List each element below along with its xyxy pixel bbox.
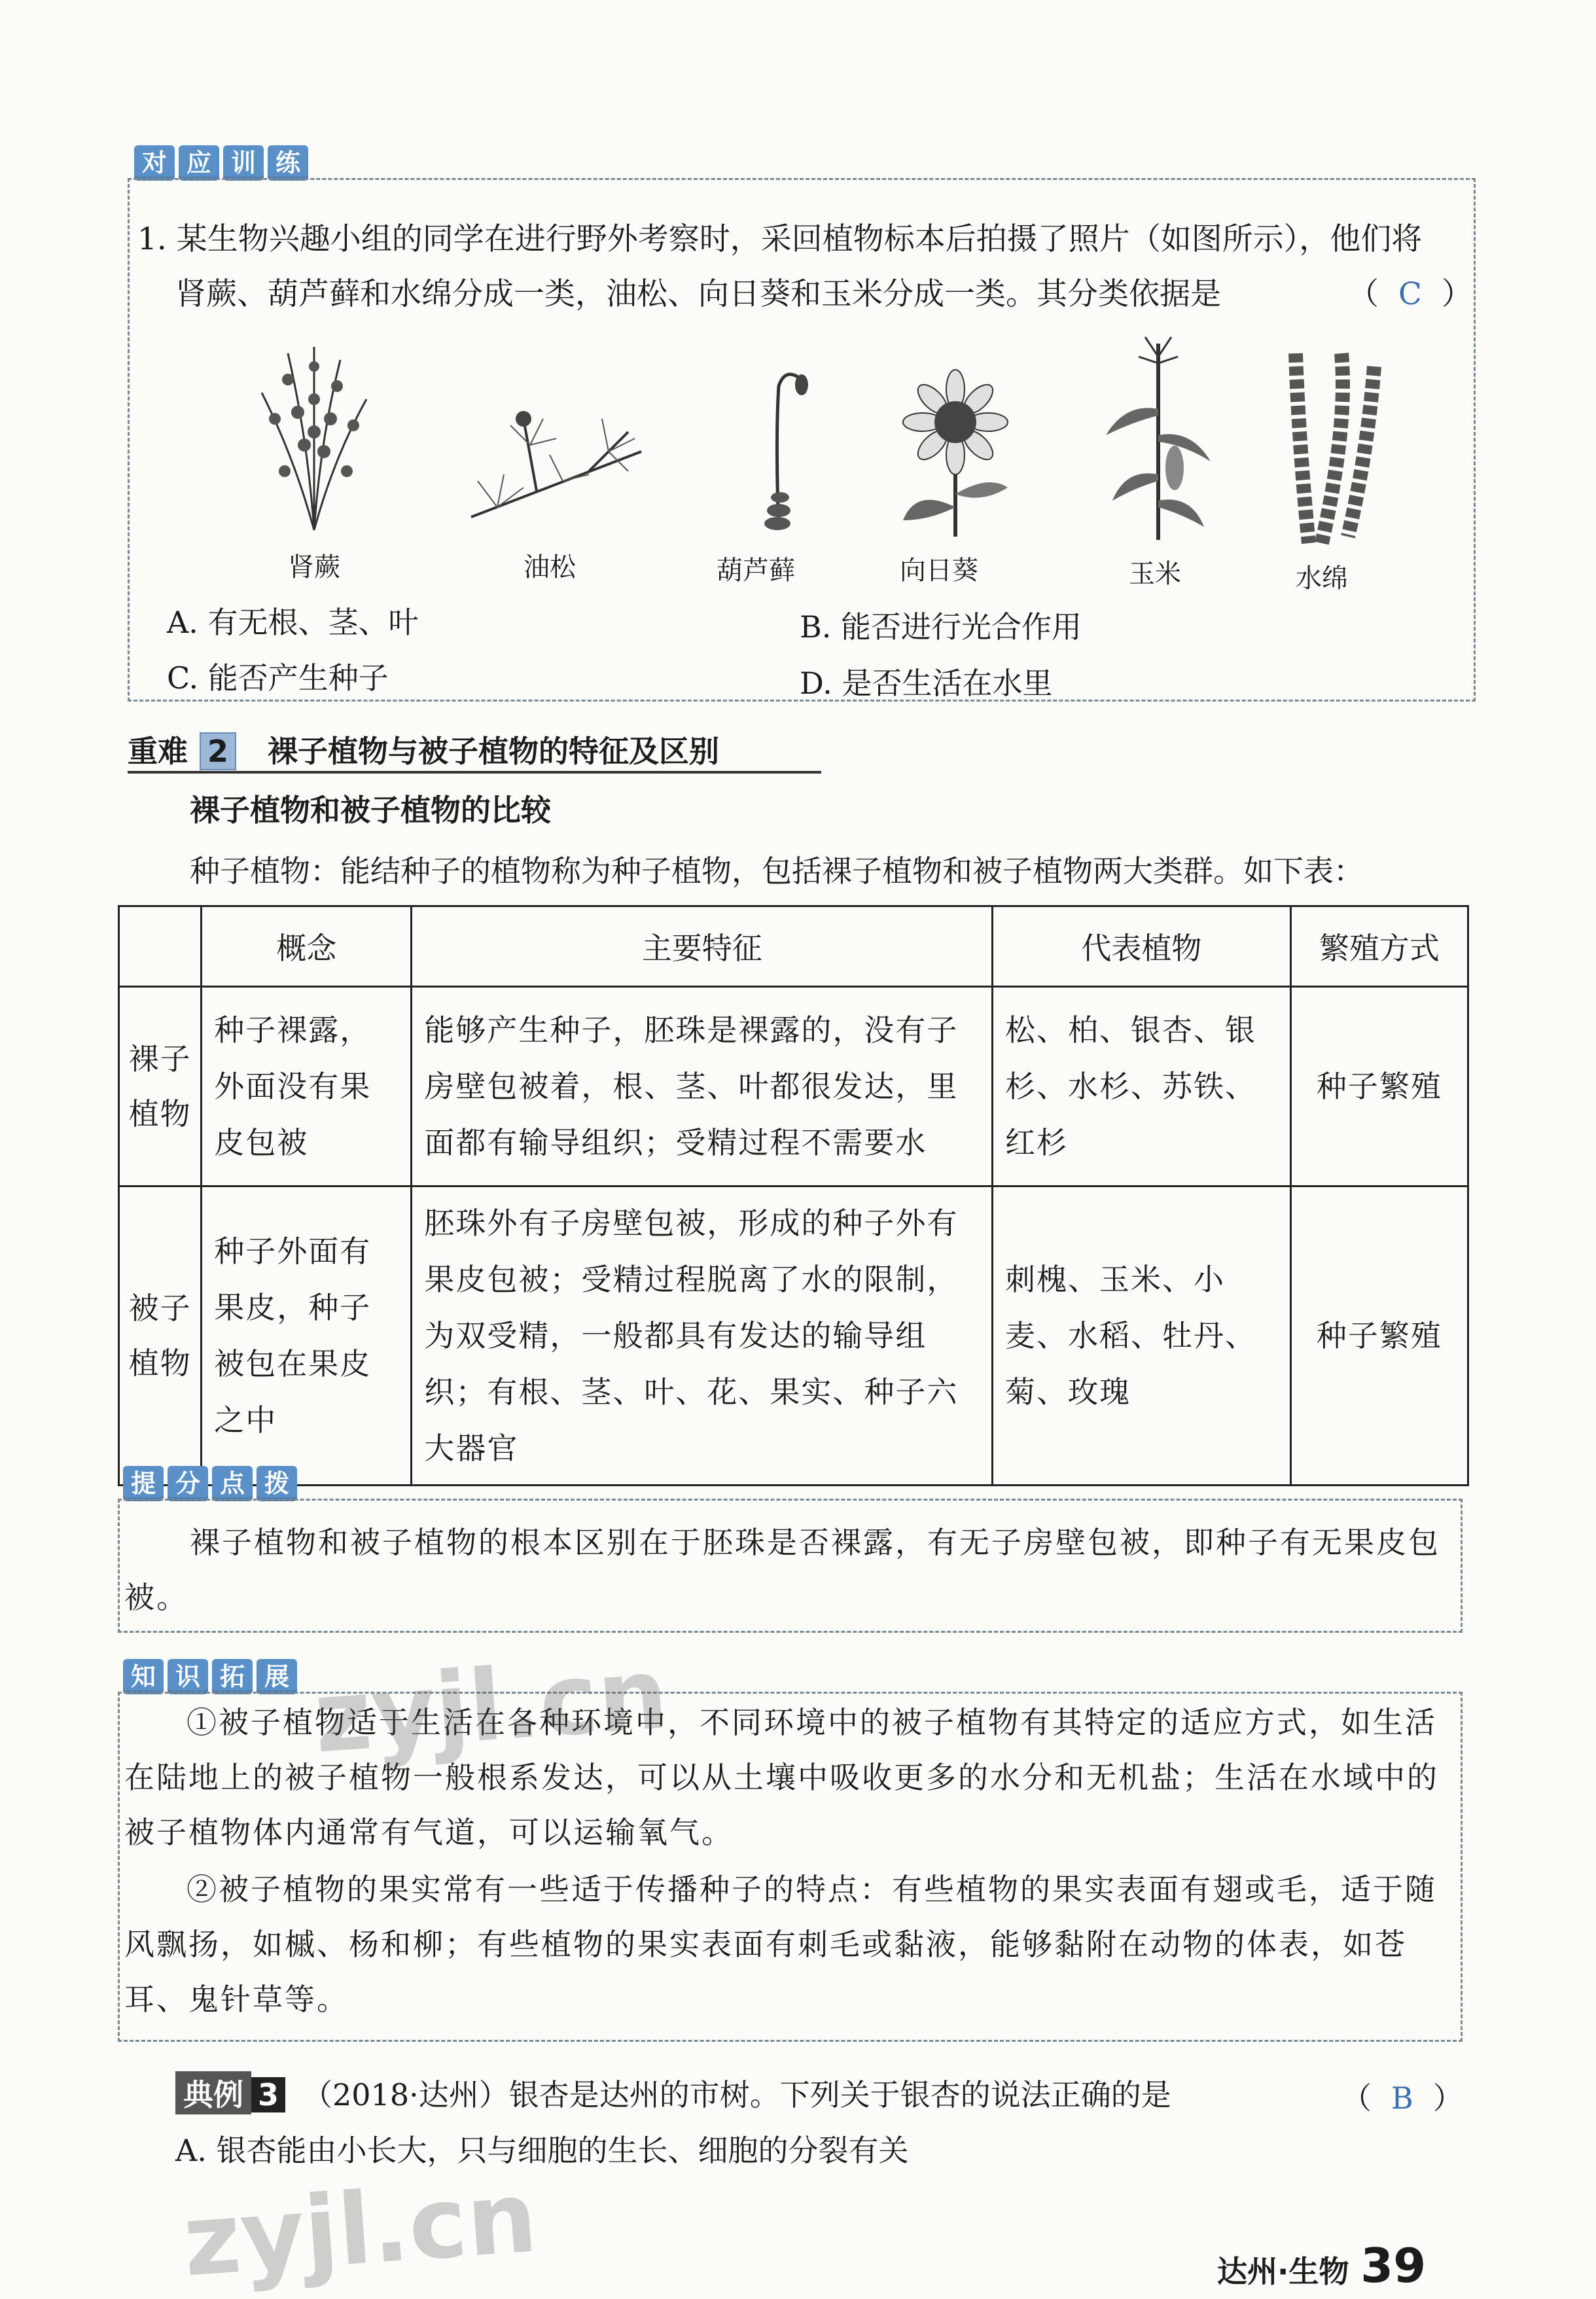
plant-label-sunflower: 向日葵 xyxy=(900,556,978,586)
extension-tag xyxy=(123,1659,297,1694)
table-header: 主要特征 xyxy=(412,906,993,987)
plant-label-fern: 肾蕨 xyxy=(288,552,340,582)
option-a: A. 有无根、茎、叶 xyxy=(167,605,419,640)
row-features: 胚珠外有子房壁包被，形成的种子外有果皮包被；受精过程脱离了水的限制，为双受精，一般都具有发达的输导组织；有根、茎、叶、花、果实、种子六大器官 xyxy=(412,1186,993,1486)
tag-char: 识 xyxy=(168,1659,208,1694)
corn-illustration xyxy=(1099,330,1217,546)
comparison-subtitle: 裸子植物和被子植物的比较 xyxy=(190,793,551,828)
question-1-line1: 1. 某生物兴趣小组的同学在进行野外考察时，采回植物标本后拍摄了照片（如图所示），他们将 xyxy=(137,221,1423,257)
question-1-line2: 肾蕨、葫芦藓和水绵分成一类，油松、向日葵和玉米分成一类。其分类依据是 xyxy=(175,276,1221,312)
tag-char: 练 xyxy=(268,145,308,181)
answer-open: （ xyxy=(1348,276,1379,312)
tag-char: 知 xyxy=(123,1659,164,1694)
table-row xyxy=(119,987,1468,1186)
extension-paragraph-2: ②被子植物的果实常有一些适于传播种子的特点：有些植物的果实表面有翅或毛，适于随风飘扬，如槭、杨和柳；有些植物的果实表面有刺毛或黏液，能够黏附在动物的体表，如苍耳、鬼针草等。 xyxy=(124,1872,1437,2017)
tag-char: 训 xyxy=(223,145,264,181)
moss-illustration xyxy=(739,360,818,543)
table-row xyxy=(119,1186,1468,1486)
row-reproduction: 种子繁殖 xyxy=(1290,1186,1468,1486)
tag-char: 展 xyxy=(257,1659,297,1694)
answer-value: C xyxy=(1398,276,1422,312)
section-underline xyxy=(128,771,821,774)
tag-char: 提 xyxy=(123,1466,164,1501)
row-plants: 刺槐、玉米、小麦、水稻、牡丹、菊、玫瑰 xyxy=(993,1186,1291,1486)
section-prefix: 重难 xyxy=(128,734,188,769)
table-header: 繁殖方式 xyxy=(1290,906,1468,987)
tag-char: 对 xyxy=(134,145,175,181)
answer-open: （ xyxy=(1341,2080,1372,2116)
row-reproduction: 种子繁殖 xyxy=(1290,987,1468,1186)
footer-label: 达州·生物 xyxy=(1217,2254,1349,2289)
row-concept: 种子外面有果皮，种子被包在果皮之中 xyxy=(202,1186,412,1486)
tag-char: 分 xyxy=(168,1466,208,1501)
row-name: 裸子植物 xyxy=(119,987,202,1186)
plant-label-moss: 葫芦藓 xyxy=(717,556,795,586)
section-heading xyxy=(128,728,719,771)
row-concept: 种子裸露，外面没有果皮包被 xyxy=(202,987,412,1186)
watermark-logo: zyjl.cn xyxy=(179,2160,541,2299)
tag-char: 拨 xyxy=(257,1466,297,1501)
section-number: 2 xyxy=(200,732,236,770)
plant-label-corn: 玉米 xyxy=(1129,559,1181,589)
row-features: 能够产生种子，胚珠是裸露的，没有子房壁包被着，根、茎、叶都很发达，里面都有输导组织；受精过程不需要水 xyxy=(412,987,993,1186)
answer-close: ） xyxy=(1441,276,1472,312)
plant-label-spirogyra: 水绵 xyxy=(1296,563,1348,594)
section-title: 裸子植物与被子植物的特征及区别 xyxy=(268,734,720,769)
seed-plant-intro: 种子植物：能结种子的植物称为种子植物，包括裸子植物和被子植物两大类群。如下表： xyxy=(190,853,1364,889)
table-header: 代表植物 xyxy=(993,906,1291,987)
tag-char: 应 xyxy=(179,145,219,181)
footer xyxy=(1217,2238,1426,2293)
tag-char: 点 xyxy=(212,1466,253,1501)
answer-close: ） xyxy=(1432,2080,1463,2116)
spirogyra-illustration xyxy=(1269,347,1400,550)
training-tag xyxy=(134,145,308,181)
plant-label-pine: 油松 xyxy=(523,552,576,582)
example-tag: 典例 xyxy=(175,2071,251,2114)
table-header-row xyxy=(119,906,1468,987)
tag-char: 拓 xyxy=(212,1659,253,1694)
fern-illustration xyxy=(249,340,380,537)
row-plants: 松、柏、银杏、银杉、水杉、苏铁、红杉 xyxy=(993,987,1291,1186)
tips-text: 裸子植物和被子植物的根本区别在于胚珠是否裸露，有无子房壁包被，即种子有无果皮包被。 xyxy=(124,1525,1440,1615)
example-3 xyxy=(175,2071,1171,2114)
option-c: C. 能否产生种子 xyxy=(167,660,389,696)
answer-value: B xyxy=(1391,2080,1413,2116)
example-answer-bracket xyxy=(1341,2075,1463,2118)
option-d: D. 是否生活在水里 xyxy=(800,666,1053,701)
row-name: 被子植物 xyxy=(119,1186,202,1486)
tips-tag xyxy=(123,1466,297,1501)
watermark-logo: zyjl.cn xyxy=(310,1637,672,1775)
example-number: 3 xyxy=(251,2077,285,2112)
option-b: B. 能否进行光合作用 xyxy=(800,609,1082,645)
pine-illustration xyxy=(458,393,654,530)
extension-paragraph-1: ①被子植物适于生活在各种环境中，不同环境中的被子植物有其特定的适应方式，如生活在陆地上的被子植物一般根系发达，可以从土壤中吸收更多的水分和无机盐；生活在水域中的被子植物体内通常有气道，可以运输氧气。 xyxy=(124,1705,1439,1850)
table-header: 概念 xyxy=(202,906,412,987)
table-header xyxy=(119,906,202,987)
example-option-a: A. 银杏能由小长大，只与细胞的生长、细胞的分裂有关 xyxy=(175,2133,909,2168)
comparison-table xyxy=(118,905,1469,1486)
sunflower-illustration xyxy=(877,363,1034,540)
page-number: 39 xyxy=(1360,2238,1427,2293)
answer-bracket xyxy=(1348,270,1472,313)
example-question: （2018·达州）银杏是达州的市树。下列关于银杏的说法正确的是 xyxy=(302,2077,1171,2112)
